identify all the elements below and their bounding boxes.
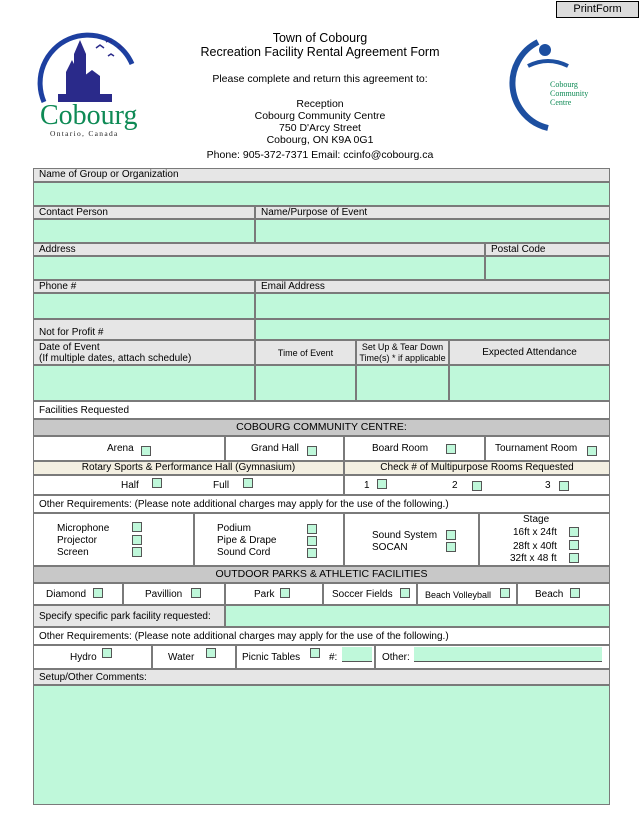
pipe-drape-label: Pipe & Drape xyxy=(217,535,277,546)
stage-28-checkbox[interactable] xyxy=(569,540,579,550)
half-checkbox[interactable] xyxy=(152,478,162,488)
sound-system-checkbox[interactable] xyxy=(446,530,456,540)
tournament-room-checkbox[interactable] xyxy=(587,446,597,456)
arena-checkbox[interactable] xyxy=(141,446,151,456)
rotary-hall-label: Rotary Sports & Performance Hall (Gymnasium) xyxy=(33,461,344,475)
expected-attendance-label: Expected Attendance xyxy=(449,340,610,365)
not-for-profit-label: Not for Profit # xyxy=(33,319,255,340)
logo-subtitle: Ontario, Canada xyxy=(50,129,119,138)
room-3-checkbox[interactable] xyxy=(559,481,569,491)
other-label: Other: xyxy=(382,652,410,663)
room-3-label: 3 xyxy=(545,480,551,491)
logo-wordmark: Cobourg xyxy=(40,100,138,131)
comments-label: Setup/Other Comments: xyxy=(33,669,610,685)
expected-attendance-field[interactable] xyxy=(449,365,610,401)
sound-cord-label: Sound Cord xyxy=(217,547,271,558)
date-of-event-field[interactable] xyxy=(33,365,255,401)
screen-checkbox[interactable] xyxy=(132,547,142,557)
purpose-label: Name/Purpose of Event xyxy=(255,206,610,219)
beach-checkbox[interactable] xyxy=(570,588,580,598)
stage-label: Stage xyxy=(523,514,550,525)
address-field[interactable] xyxy=(33,256,485,280)
podium-label: Podium xyxy=(217,523,251,534)
hydro-checkbox[interactable] xyxy=(102,648,112,658)
board-room-label: Board Room xyxy=(372,443,429,454)
gym-options-cell xyxy=(33,475,344,495)
pavillion-label: Pavillion xyxy=(145,589,183,600)
half-label: Half xyxy=(121,480,139,491)
socan-label: SOCAN xyxy=(372,542,408,553)
time-of-event-field[interactable] xyxy=(255,365,356,401)
specify-park-label: Specify specific park facility requested: xyxy=(33,605,225,627)
arena-label: Arena xyxy=(107,443,134,454)
park-checkbox[interactable] xyxy=(280,588,290,598)
address-line1: Reception xyxy=(296,98,344,110)
email-label: Email Address xyxy=(255,280,610,293)
full-checkbox[interactable] xyxy=(243,478,253,488)
soccer-label: Soccer Fields xyxy=(332,589,393,600)
not-for-profit-field[interactable] xyxy=(255,319,610,340)
stage-28-label: 28ft x 40ft xyxy=(513,541,557,552)
other-requirements-2-label: Other Requirements: (Please note additional charges may apply for the use of the following.) xyxy=(33,627,610,645)
postal-code-label: Postal Code xyxy=(485,243,610,256)
stage-32-checkbox[interactable] xyxy=(569,553,579,563)
hydro-label: Hydro xyxy=(70,652,97,663)
stage-16-label: 16ft x 24ft xyxy=(513,527,557,538)
group-name-label: Name of Group or Organization xyxy=(33,168,610,182)
phone-field[interactable] xyxy=(33,293,255,319)
picnic-count-field[interactable] xyxy=(342,647,372,662)
picnic-count-label: #: xyxy=(329,652,338,663)
beach-cell xyxy=(517,583,610,605)
phone-label: Phone # xyxy=(33,280,255,293)
community-centre-wordmark: Cobourg Community Centre xyxy=(550,80,589,107)
instruction: Please complete and return this agreement to: xyxy=(212,73,428,85)
diamond-checkbox[interactable] xyxy=(93,588,103,598)
outdoor-section-header: OUTDOOR PARKS & ATHLETIC FACILITIES xyxy=(33,566,610,583)
print-form-button[interactable]: PrintForm xyxy=(556,1,639,18)
socan-checkbox[interactable] xyxy=(446,542,456,552)
room-2-label: 2 xyxy=(452,480,458,491)
setup-teardown-label: Set Up & Tear Down Time(s) * if applicable xyxy=(356,340,449,365)
stage-32-label: 32ft x 48 ft xyxy=(510,553,557,564)
room-2-checkbox[interactable] xyxy=(472,481,482,491)
ccc-section-header: COBOURG COMMUNITY CENTRE: xyxy=(33,419,610,436)
postal-code-field[interactable] xyxy=(485,256,610,280)
room-1-checkbox[interactable] xyxy=(377,479,387,489)
screen-label: Screen xyxy=(57,547,89,558)
address-line3: 750 D'Arcy Street xyxy=(279,122,361,134)
sound-cord-checkbox[interactable] xyxy=(307,548,317,558)
soccer-checkbox[interactable] xyxy=(400,588,410,598)
purpose-field[interactable] xyxy=(255,219,610,243)
address-label: Address xyxy=(33,243,485,256)
board-room-checkbox[interactable] xyxy=(446,444,456,454)
microphone-label: Microphone xyxy=(57,523,110,534)
diamond-label: Diamond xyxy=(46,589,87,600)
full-label: Full xyxy=(213,480,230,491)
podium-checkbox[interactable] xyxy=(307,524,317,534)
projector-label: Projector xyxy=(57,535,98,546)
contact-person-label: Contact Person xyxy=(33,206,255,219)
address-line4: Cobourg, ON K9A 0G1 xyxy=(266,134,374,146)
beach-label: Beach xyxy=(535,589,564,600)
picnic-tables-label: Picnic Tables xyxy=(242,652,301,663)
sound-system-label: Sound System xyxy=(372,530,438,541)
park-label: Park xyxy=(254,589,275,600)
room-1-label: 1 xyxy=(364,480,370,491)
contact-person-field[interactable] xyxy=(33,219,255,243)
water-label: Water xyxy=(168,652,195,663)
grand-hall-label: Grand Hall xyxy=(251,443,299,454)
pavillion-checkbox[interactable] xyxy=(191,588,201,598)
comments-field[interactable] xyxy=(33,685,610,805)
beach-volleyball-checkbox[interactable] xyxy=(500,588,510,598)
other-requirements-label: Other Requirements: (Please note additional charges may apply for the use of the following.) xyxy=(33,495,610,513)
contact-info: Phone: 905-372-7371 Email: ccinfo@cobourg.ca xyxy=(206,149,434,161)
email-field[interactable] xyxy=(255,293,610,319)
stage-16-checkbox[interactable] xyxy=(569,527,579,537)
title-line1: Town of Cobourg xyxy=(272,31,368,45)
group-name-field[interactable] xyxy=(33,182,610,206)
time-of-event-label: Time of Event xyxy=(255,340,356,365)
microphone-checkbox[interactable] xyxy=(132,522,142,532)
picnic-tables-checkbox[interactable] xyxy=(310,648,320,658)
grand-hall-checkbox[interactable] xyxy=(307,446,317,456)
other-field[interactable] xyxy=(414,647,602,662)
specify-park-field[interactable] xyxy=(225,605,610,627)
water-checkbox[interactable] xyxy=(206,648,216,658)
multipurpose-label: Check # of Multipurpose Rooms Requested xyxy=(344,461,610,475)
pipe-drape-checkbox[interactable] xyxy=(307,536,317,546)
title-line2: Recreation Facility Rental Agreement Form xyxy=(200,45,440,59)
address-line2: Cobourg Community Centre xyxy=(254,110,386,122)
beach-volleyball-label: Beach Volleyball xyxy=(425,590,492,600)
date-of-event-label: Date of Event (If multiple dates, attach schedule) xyxy=(33,340,255,365)
facilities-requested-label: Facilities Requested xyxy=(33,401,610,419)
projector-checkbox[interactable] xyxy=(132,535,142,545)
setup-teardown-field[interactable] xyxy=(356,365,449,401)
tournament-room-label: Tournament Room xyxy=(495,443,578,454)
